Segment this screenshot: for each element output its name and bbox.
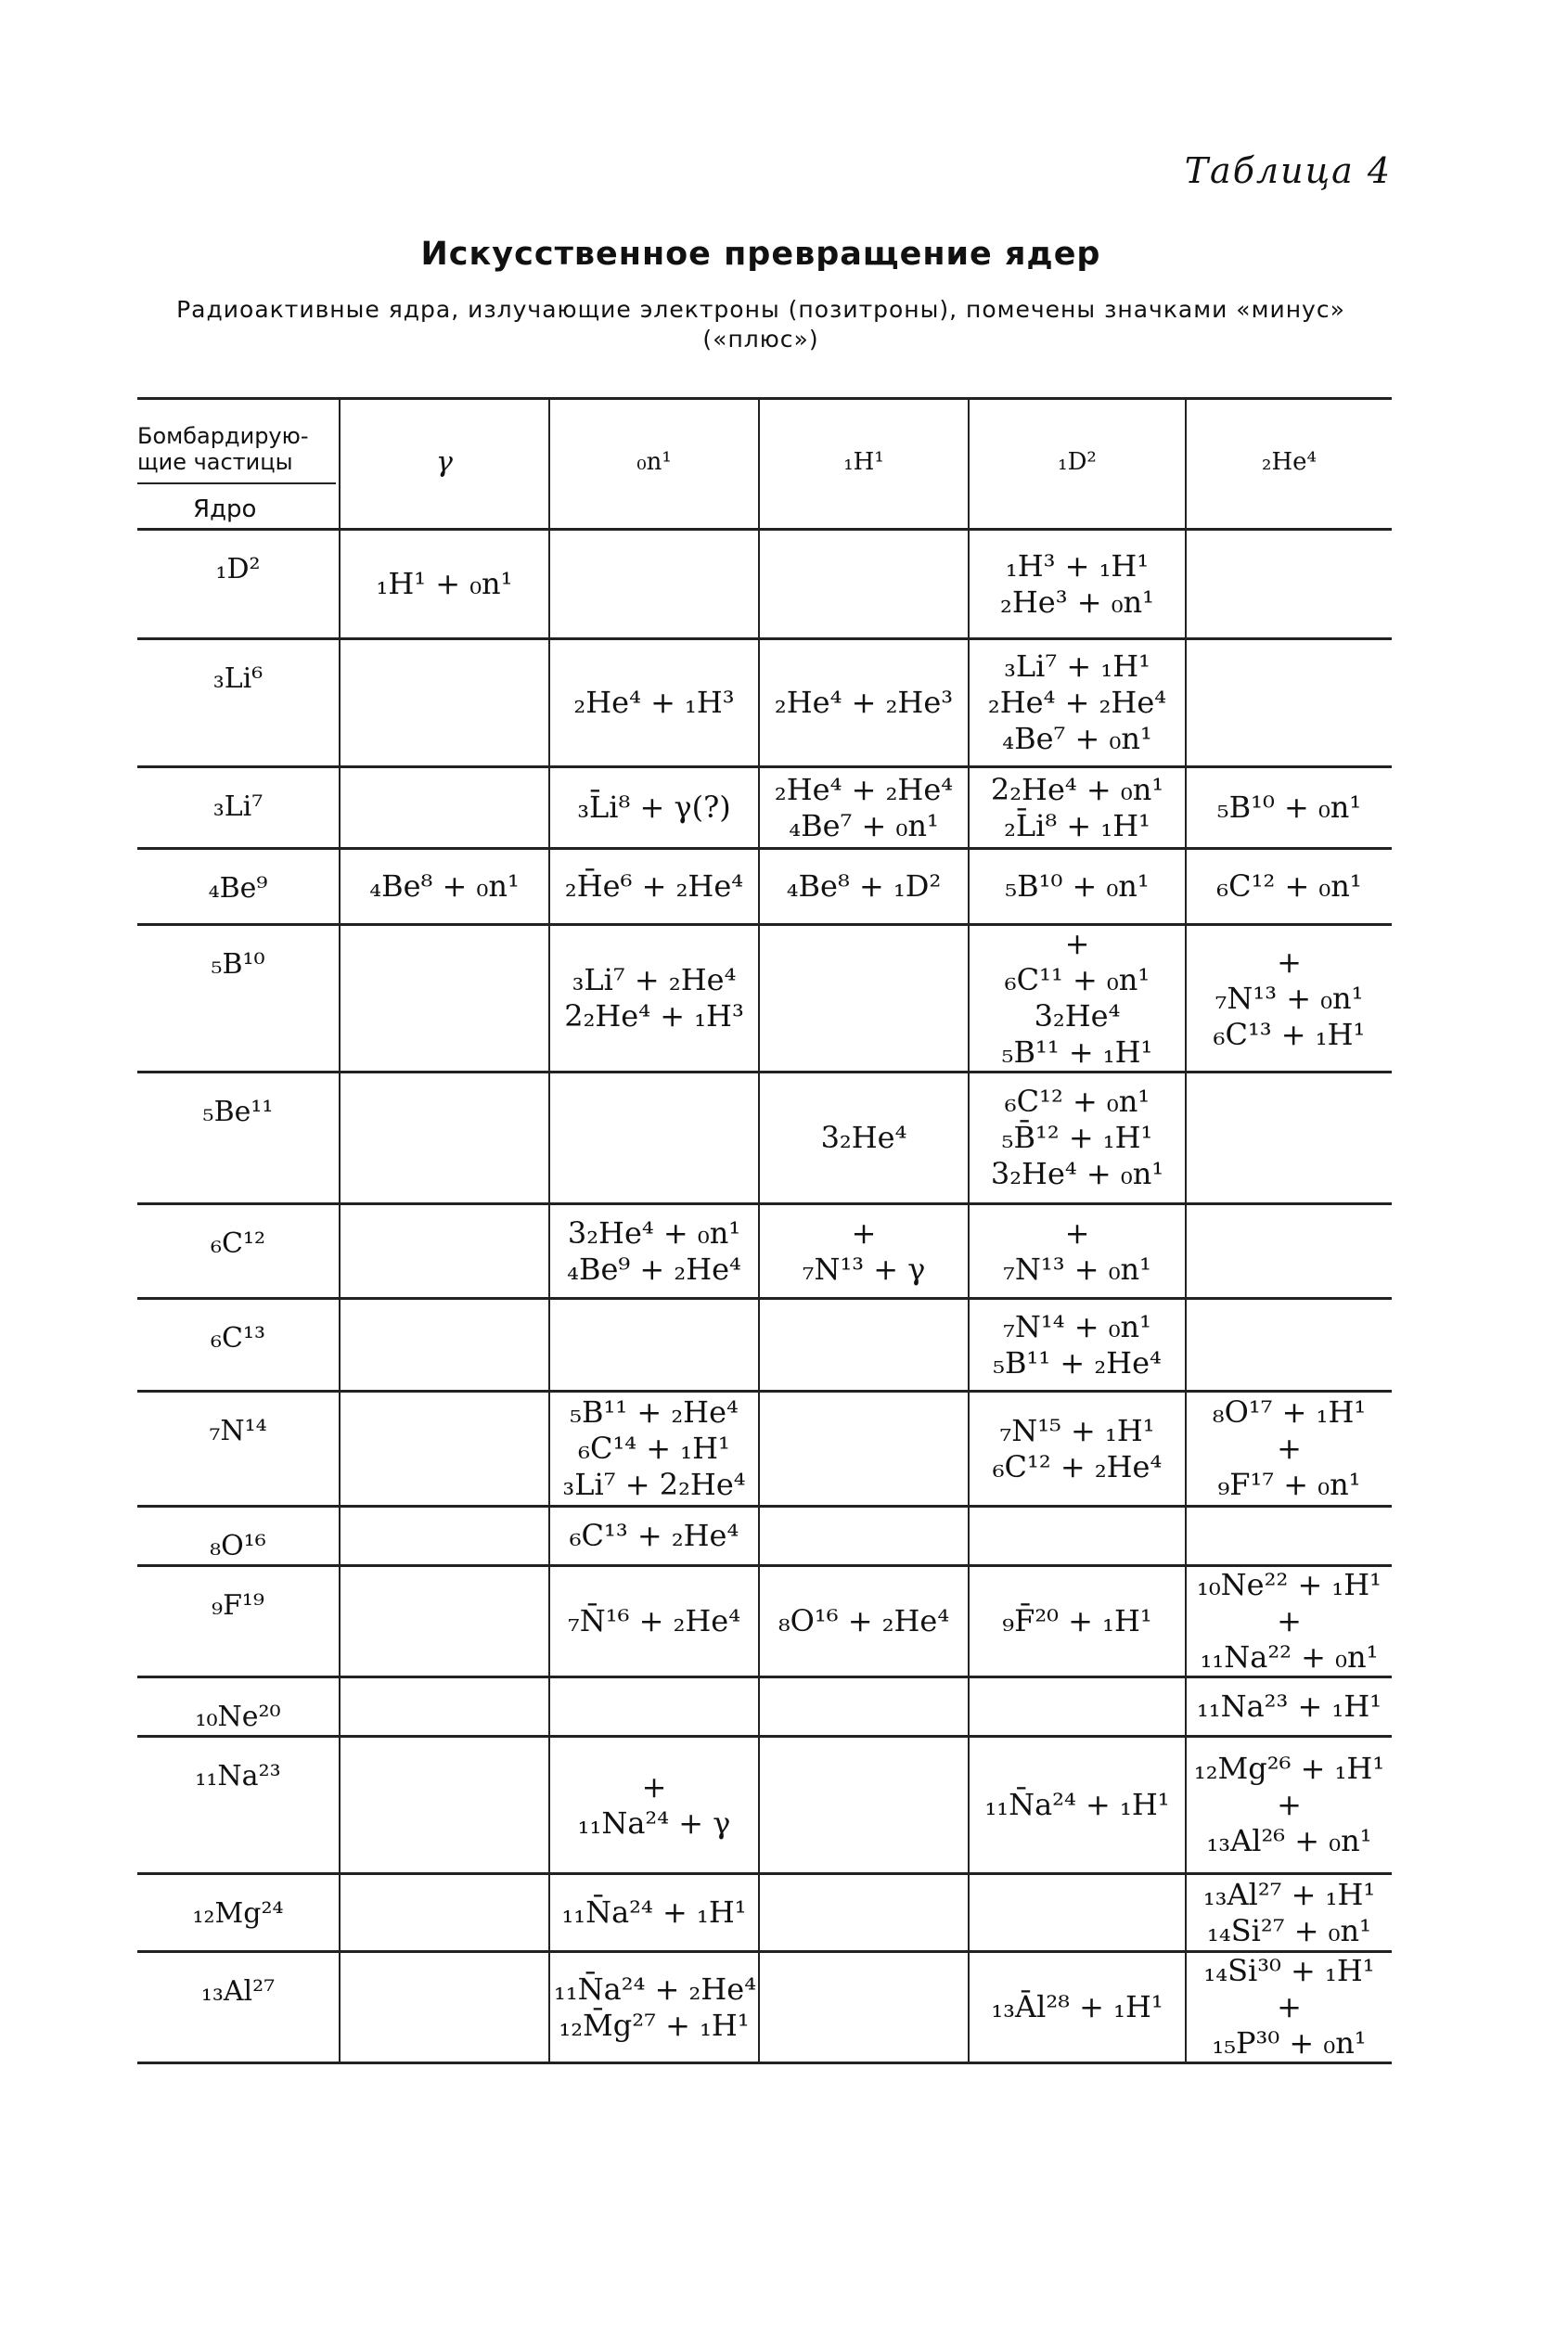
reaction-line: ₁₃Al²⁷ + ₁H¹ xyxy=(1202,1876,1376,1912)
reaction-cell xyxy=(969,1566,1186,1677)
reaction-line: + xyxy=(851,1214,877,1251)
reaction-cell xyxy=(549,1204,759,1299)
reaction-line: + xyxy=(1277,944,1302,980)
reaction-line: ₂He³ + ₀n¹ xyxy=(1000,584,1154,620)
reaction-line: 3₂He⁴ + ₀n¹ xyxy=(567,1214,741,1251)
reaction-cell xyxy=(1186,925,1392,1073)
reaction-cell xyxy=(340,767,549,849)
reaction-line: ₆C¹¹ + ₀n¹ xyxy=(1004,962,1150,997)
reaction-line: ₁₁Na²⁴ + γ xyxy=(577,1805,731,1841)
reaction-cell xyxy=(969,1952,1186,2063)
reaction-cell xyxy=(969,1204,1186,1299)
reaction-cell xyxy=(340,1874,549,1952)
reaction-cell xyxy=(549,1073,759,1204)
corner-nucleus-label: Ядро xyxy=(193,495,257,523)
reaction-line: ₁₅P³⁰ + ₀n¹ xyxy=(1212,2025,1367,2061)
reaction-line: ₄Be⁸ + ₀n¹ xyxy=(369,868,520,904)
reaction-cell xyxy=(340,1566,549,1677)
reaction-cell xyxy=(969,767,1186,849)
reaction-cell xyxy=(549,1677,759,1737)
reaction-cell xyxy=(340,1507,549,1566)
reaction-line: 3₂He⁴ xyxy=(820,1120,907,1155)
reaction-cell xyxy=(549,1737,759,1874)
nucleus-cell: ₆C¹³ xyxy=(210,1322,266,1355)
reaction-cell xyxy=(759,1952,969,2063)
reaction-line: ₇N¹³ + ₀n¹ xyxy=(1215,980,1364,1016)
reaction-line: ₁₄Si³⁰ + ₁H¹ xyxy=(1203,1953,1375,1988)
subtitle-line-2: («плюс») xyxy=(702,326,819,353)
reaction-line: ₄Be⁸ + ₁D² xyxy=(786,868,942,904)
reaction-cell xyxy=(340,925,549,1073)
reaction-cell xyxy=(969,1299,1186,1392)
reaction-line: ₁₁N̄a²⁴ + ₁H¹ xyxy=(984,1787,1170,1822)
table-subtitle xyxy=(130,295,1392,354)
reaction-cell xyxy=(340,1677,549,1737)
nucleus-cell: ₁₂Mg²⁴ xyxy=(192,1897,284,1930)
reaction-line: + xyxy=(1064,1214,1090,1251)
reaction-line: ₅B¹¹ + ₁H¹ xyxy=(1001,1034,1153,1070)
reaction-cell xyxy=(969,1507,1186,1566)
nucleus-cell: ₉F¹⁹ xyxy=(212,1589,264,1622)
table-row xyxy=(137,1952,1392,2063)
header-row xyxy=(137,397,1392,530)
nucleus-cell: ₅Be¹¹ xyxy=(202,1096,274,1128)
table-row xyxy=(137,1507,1392,1566)
reaction-line: ₄Be⁷ + ₀n¹ xyxy=(1002,721,1152,756)
reaction-cell xyxy=(1186,1204,1392,1299)
reaction-cell xyxy=(1186,1392,1392,1507)
reaction-line: ₅B¹¹ + ₂He⁴ xyxy=(993,1344,1162,1381)
nucleus-cell: ₁₃Al²⁷ xyxy=(200,1975,276,2008)
table-row xyxy=(137,1204,1392,1299)
nuclear-transformation-table xyxy=(137,397,1392,2064)
nucleus-cell: ₇N¹⁴ xyxy=(209,1415,267,1447)
reaction-cell xyxy=(759,1874,969,1952)
reaction-cell xyxy=(340,1737,549,1874)
reaction-cell xyxy=(969,1737,1186,1874)
reaction-line: ₁₁Na²³ + ₁H¹ xyxy=(1196,1689,1382,1724)
reaction-line: ₁₀Ne²² + ₁H¹ xyxy=(1197,1567,1382,1602)
reaction-cell xyxy=(1186,767,1392,849)
reaction-line: + xyxy=(1277,1431,1302,1466)
nucleus-cell: ₃Li⁶ xyxy=(212,662,263,695)
reaction-cell xyxy=(549,1566,759,1677)
reaction-line: ₁₁N̄a²⁴ + ₂He⁴ xyxy=(554,1971,757,2007)
reaction-line: ₄Be⁹ + ₂He⁴ xyxy=(567,1251,741,1287)
reaction-line: ₁H¹ + ₀n¹ xyxy=(376,566,513,601)
reaction-line: + xyxy=(1277,1603,1302,1638)
reaction-line: + xyxy=(641,1768,667,1805)
reaction-line: ₁₂Mg²⁶ + ₁H¹ xyxy=(1193,1751,1385,1786)
nucleus-cell: ₄Be⁹ xyxy=(208,872,268,905)
reaction-line: ₇N¹⁵ + ₁H¹ xyxy=(999,1412,1155,1448)
reaction-line: + xyxy=(1064,926,1090,961)
reaction-line: ₄Be⁷ + ₀n¹ xyxy=(789,807,939,843)
reaction-cell xyxy=(759,925,969,1073)
reaction-line: ₂He⁴ + ₁H³ xyxy=(573,685,735,720)
reaction-cell xyxy=(549,1507,759,1566)
table-row xyxy=(137,639,1392,767)
reaction-cell xyxy=(759,767,969,849)
reaction-cell xyxy=(759,1566,969,1677)
reaction-line: ₆C¹⁴ + ₁H¹ xyxy=(578,1431,730,1466)
reaction-cell xyxy=(759,1073,969,1204)
page-title: Искусственное превращение ядер xyxy=(420,236,1101,273)
reaction-cell xyxy=(1186,1073,1392,1204)
reaction-cell xyxy=(1186,1566,1392,1677)
reaction-line: ₁₃Al²⁶ + ₀n¹ xyxy=(1206,1823,1372,1858)
table-row xyxy=(137,1299,1392,1392)
reaction-line: ₇N¹³ + γ xyxy=(802,1251,926,1287)
table-row xyxy=(137,530,1392,639)
reaction-cell xyxy=(969,639,1186,767)
reaction-cell xyxy=(969,925,1186,1073)
reaction-line: ₁₁Na²² + ₀n¹ xyxy=(1200,1639,1379,1675)
reaction-line: ₇N̄¹⁶ + ₂He⁴ xyxy=(567,1603,741,1638)
reaction-line: ₆C¹³ + ₁H¹ xyxy=(1213,1016,1366,1052)
reaction-line: ₅B̄¹² + ₁H¹ xyxy=(1001,1120,1153,1155)
table-row xyxy=(137,849,1392,925)
table-row xyxy=(137,1566,1392,1677)
table-row xyxy=(137,1392,1392,1507)
reaction-cell xyxy=(549,1874,759,1952)
reaction-cell xyxy=(969,530,1186,639)
reaction-cell xyxy=(969,1677,1186,1737)
column-header: γ xyxy=(340,397,549,530)
reaction-cell xyxy=(1186,1299,1392,1392)
reaction-cell xyxy=(340,639,549,767)
reaction-line: ₆C¹² + ₀n¹ xyxy=(1216,868,1362,904)
corner-particles-label: Бомбардирую-щие частицы xyxy=(137,417,336,484)
reaction-line: ₈O¹⁷ + ₁H¹ xyxy=(1212,1394,1367,1430)
reaction-cell xyxy=(759,1204,969,1299)
reaction-line: ₂He⁴ + ₂He⁴ xyxy=(774,771,954,807)
reaction-line: ₇N¹³ + ₀n¹ xyxy=(1003,1251,1151,1287)
reaction-cell xyxy=(969,1874,1186,1952)
reaction-cell xyxy=(549,849,759,925)
reaction-line: + xyxy=(1277,1989,1302,2024)
reaction-line: 3₂He⁴ xyxy=(1034,998,1121,1034)
reaction-cell xyxy=(1186,1952,1392,2063)
reaction-cell xyxy=(549,639,759,767)
reaction-line: ₁₂M̄g²⁷ + ₁H¹ xyxy=(559,2007,750,2043)
reaction-cell xyxy=(340,1952,549,2063)
reaction-cell xyxy=(759,1737,969,1874)
subtitle-line-1: Радиоактивные ядра, излучающие электроны (позитроны), помечены значками «минус» xyxy=(176,296,1345,323)
reaction-cell xyxy=(969,1073,1186,1204)
column-header: ₁D² xyxy=(969,397,1186,530)
reaction-line: ₃Li⁷ + ₂He⁴ xyxy=(572,962,737,997)
reaction-cell xyxy=(1186,639,1392,767)
nucleus-cell: ₆C¹² xyxy=(210,1227,266,1260)
reaction-cell xyxy=(759,1299,969,1392)
nucleus-cell: ₅B¹⁰ xyxy=(211,948,265,981)
reaction-line: ₂H̄e⁶ + ₂He⁴ xyxy=(564,868,744,904)
reaction-line: ₁₃Āl²⁸ + ₁H¹ xyxy=(991,1989,1163,2024)
reaction-cell xyxy=(759,639,969,767)
reaction-cell xyxy=(549,1299,759,1392)
reaction-line: 2₂He⁴ + ₁H³ xyxy=(564,998,744,1034)
reaction-cell xyxy=(759,1677,969,1737)
reaction-line: ₅B¹¹ + ₂He⁴ xyxy=(570,1394,739,1430)
reaction-cell xyxy=(969,849,1186,925)
reaction-line: ₁₄Si²⁷ + ₀n¹ xyxy=(1207,1912,1371,1948)
reaction-cell xyxy=(549,1952,759,2063)
corner-cell xyxy=(137,397,340,530)
reaction-line: ₃Li⁷ + ₁H¹ xyxy=(1004,649,1150,684)
reaction-cell xyxy=(340,1392,549,1507)
reaction-line: + xyxy=(1277,1787,1302,1822)
reaction-line: ₇N¹⁴ + ₀n¹ xyxy=(1003,1308,1151,1344)
table-row xyxy=(137,1677,1392,1737)
reaction-cell xyxy=(549,530,759,639)
reaction-cell xyxy=(1186,849,1392,925)
reaction-line: 3₂He⁴ + ₀n¹ xyxy=(990,1156,1164,1191)
reaction-line: ₂L̄i⁸ + ₁H¹ xyxy=(1004,807,1150,843)
reaction-cell xyxy=(1186,1677,1392,1737)
reaction-line: ₅B¹⁰ + ₀n¹ xyxy=(1216,790,1362,825)
reaction-cell xyxy=(340,1299,549,1392)
reaction-line: ₃Li⁷ + 2₂He⁴ xyxy=(562,1467,746,1502)
nucleus-cell: ₁₁Na²³ xyxy=(195,1760,281,1792)
reaction-line: ₉F¹⁷ + ₀n¹ xyxy=(1217,1467,1361,1502)
reaction-cell xyxy=(759,1507,969,1566)
reaction-cell xyxy=(1186,1737,1392,1874)
reaction-cell xyxy=(1186,1874,1392,1952)
table-number-label: Таблица 4 xyxy=(1184,150,1392,191)
reaction-cell xyxy=(340,849,549,925)
table-row xyxy=(137,925,1392,1073)
reaction-line: ₆C¹³ + ₂He⁴ xyxy=(569,1518,739,1553)
reaction-line: ₅B¹⁰ + ₀n¹ xyxy=(1005,868,1150,904)
reaction-cell xyxy=(1186,1507,1392,1566)
reaction-cell xyxy=(969,1392,1186,1507)
nucleus-cell: ₁₀Ne²⁰ xyxy=(195,1701,281,1733)
reaction-cell xyxy=(549,1392,759,1507)
reaction-line: 2₂He⁴ + ₀n¹ xyxy=(990,771,1164,807)
reaction-cell xyxy=(759,1392,969,1507)
table-row xyxy=(137,1874,1392,1952)
reaction-cell xyxy=(549,767,759,849)
nucleus-cell: ₁D² xyxy=(215,553,261,585)
nucleus-cell: ₈O¹⁶ xyxy=(210,1530,266,1562)
nucleus-cell: ₃Li⁷ xyxy=(212,790,263,823)
table-body xyxy=(137,530,1392,2063)
reaction-line: ₂He⁴ + ₂He⁴ xyxy=(987,685,1167,720)
reaction-line: ₆C¹² + ₂He⁴ xyxy=(992,1448,1163,1484)
table-row xyxy=(137,1073,1392,1204)
reaction-cell xyxy=(759,849,969,925)
table-row xyxy=(137,1737,1392,1874)
reaction-line: ₉F̄²⁰ + ₁H¹ xyxy=(1002,1603,1152,1638)
table-row xyxy=(137,767,1392,849)
reaction-cell xyxy=(549,925,759,1073)
reaction-line: ₈O¹⁶ + ₂He⁴ xyxy=(778,1603,950,1638)
column-header: ₂He⁴ xyxy=(1186,397,1392,530)
reaction-cell xyxy=(340,530,549,639)
reaction-cell xyxy=(340,1073,549,1204)
reaction-line: ₁H³ + ₁H¹ xyxy=(1005,547,1150,584)
column-header: ₀n¹ xyxy=(549,397,759,530)
reaction-line: ₂He⁴ + ₂He³ xyxy=(774,685,954,720)
reaction-line: ₁₁N̄a²⁴ + ₁H¹ xyxy=(561,1895,747,1930)
reaction-line: ₆C¹² + ₀n¹ xyxy=(1004,1084,1150,1119)
reaction-line: ₃L̄i⁸ + γ(?) xyxy=(577,790,731,825)
reaction-cell xyxy=(340,1204,549,1299)
column-header: ₁H¹ xyxy=(759,397,969,530)
reaction-cell xyxy=(759,530,969,639)
reaction-cell xyxy=(1186,530,1392,639)
